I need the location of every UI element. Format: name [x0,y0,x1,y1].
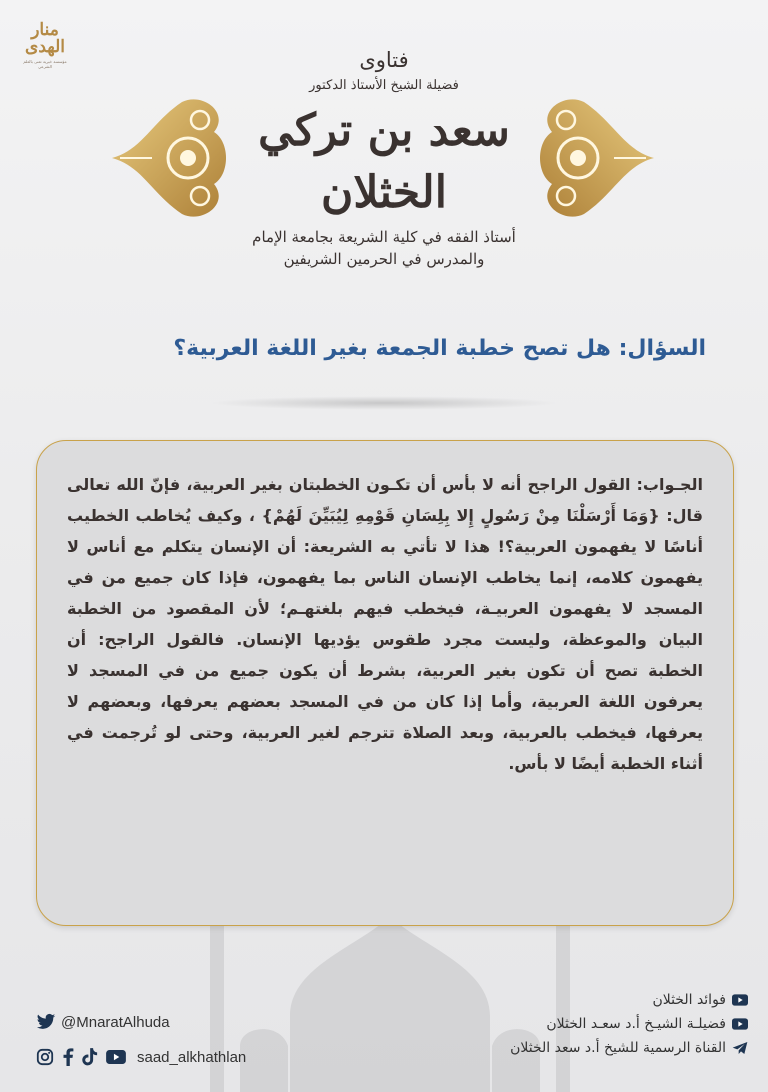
channel-label[interactable]: القناة الرسمية للشيخ أ.د سعد الخثلان [510,1040,726,1056]
youtube-icon[interactable] [106,1050,126,1064]
right-ornament-icon [532,92,664,224]
twitter-row[interactable] [36,1010,266,1034]
channel-label[interactable]: فوائد الخثلان [652,992,726,1008]
header-honorific: فضيلة الشيخ الأستاذ الدكتور [309,78,459,93]
social-handle[interactable]: saad_alkhathlan [137,1048,247,1066]
footer-social-left [36,1010,266,1076]
scholar-role-line2: والمدرس في الحرمين الشريفين [283,250,485,268]
scholar-role-line1: أستاذ الفقه في كلية الشريعة بجامعة الإمام [252,228,516,246]
channel-label[interactable]: فضيلـة الشيـخ أ.د سعـد الخثلان [546,1016,726,1032]
instagram-icon[interactable] [36,1048,54,1066]
channel-row[interactable] [448,1038,748,1058]
header [220,46,548,270]
tiktok-icon[interactable] [82,1048,98,1066]
footer-channels [448,990,748,1062]
youtube-icon[interactable] [732,1018,748,1030]
telegram-icon[interactable] [732,1041,748,1055]
channel-row[interactable] [448,1014,748,1034]
social-row [36,1045,266,1069]
brand-logo [18,22,72,69]
brand-logo-text: منار الهدى [25,20,65,57]
channel-row[interactable] [448,990,748,1010]
answer-card [36,440,734,926]
youtube-icon[interactable] [732,994,748,1006]
brand-logo-subtitle: مؤسسة خيرية تعنى بالعلم الشرعي [23,59,67,69]
question-divider-shadow [208,396,560,410]
answer-text: الجـواب: القول الراجح أنه لا بأس أن تكـون الخطبتان بغير العربية، فإنّ الله تعالى قال: {وَمَا أَرْسَلْنَا مِنْ رَسُولٍ إِلا بِلِسَانِ قَوْمِهِ لِيُبَيِّنَ لَهُمْ} ، وكيف يُخاطب الخطيب أناسًا لا يفهمون العربية؟! هذا لا تأتي به الشريعة: أن الإنسان يتكلم مع أناس لا يفهمون كلامه، إنما يخاطب الإنسان الناس بما يفهمون، فإذا كان جميع من في المسجد لا يفهمون العربيـة، فيخطب فيهم بلغتهـم؛ لأن المقصود من الخطبة البيان والموعظة، وليست مجرد طقوس يؤديها الإنسان. فالقول الراجح: أن الخطبة تصح أن تكون بغير العربية، بشرط أن يكون جميع من في المسجد لا يعرفون اللغة العربية، وأما إذا كان من في المسجد بعضهم يعرفها، وبعضهم لا يعرفها، فيخطب بالعربية، وبعد الصلاة تترجم لغير العربية، وحتى لو تُرجمت في أثناء الخطبة أيضًا لا بأس. [67,475,703,773]
left-ornament-icon [102,92,234,224]
question-title: السؤال: هل تصح خطبة الجمعة بغير اللغة العربية؟ [173,336,706,361]
facebook-icon[interactable] [62,1048,74,1066]
scholar-name: سعد بن تركي الخثلان [258,105,510,218]
header-label: فتاوى [359,48,409,72]
twitter-icon[interactable] [36,1013,56,1031]
twitter-handle[interactable]: @MnaratAlhuda [61,1013,170,1031]
